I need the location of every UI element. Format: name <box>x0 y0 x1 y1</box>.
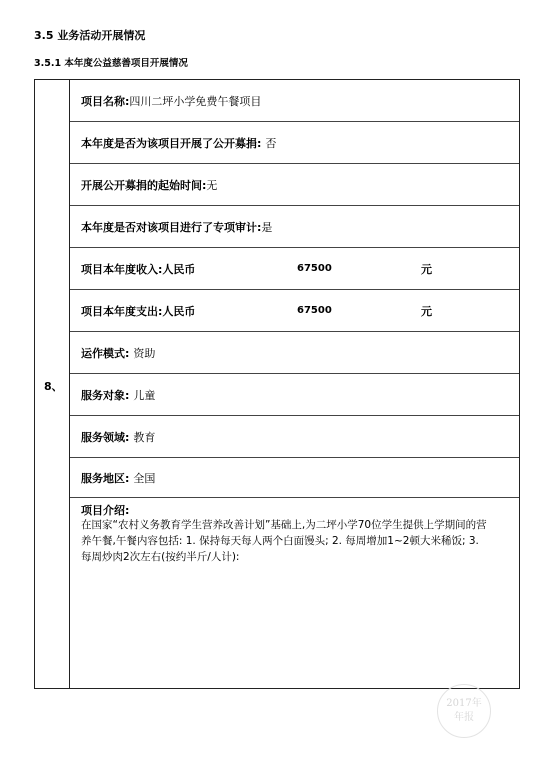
row-income <box>70 248 519 290</box>
target-value: 儿童 <box>133 388 156 402</box>
target-label: 服务对象: <box>81 388 130 402</box>
mode-value: 资助 <box>133 346 156 360</box>
row-mode <box>70 332 519 374</box>
income-unit: 元 <box>421 262 432 276</box>
income-amount: 67500 <box>297 263 332 274</box>
fundraising-start-value: 无 <box>206 178 218 192</box>
annual-report-watermark <box>437 684 491 738</box>
mode-label: 运作模式: <box>81 346 130 360</box>
project-intro-label: 项目介绍: <box>81 504 130 517</box>
entry-number-cell <box>35 80 70 688</box>
row-fundraising-start <box>70 164 519 206</box>
audit-label: 本年度是否对该项目进行了专项审计: <box>81 220 262 234</box>
watermark-label: 年报 <box>454 712 474 723</box>
expense-unit: 元 <box>421 304 432 318</box>
row-audit <box>70 206 519 248</box>
row-expense <box>70 290 519 332</box>
project-name-label: 项目名称: <box>81 94 130 108</box>
public-fundraising-value: 否 <box>265 136 277 150</box>
fundraising-start-label: 开展公开募捐的起始时间: <box>81 178 207 192</box>
audit-value: 是 <box>261 220 273 234</box>
row-project-name <box>70 80 519 122</box>
region-value: 全国 <box>133 471 156 485</box>
row-region <box>70 458 519 498</box>
project-table <box>34 79 520 689</box>
subsection-title: 3.5.1 本年度公益慈善项目开展情况 <box>34 58 188 69</box>
watermark-year: 2017年 <box>446 698 482 709</box>
public-fundraising-label: 本年度是否为该项目开展了公开募捐: <box>81 136 262 150</box>
project-name-value: 四川二坪小学免费午餐项目 <box>129 94 262 108</box>
domain-value: 教育 <box>133 430 156 444</box>
income-label: 项目本年度收入:人民币 <box>81 262 196 276</box>
project-intro-text: 在国家“农村义务教育学生营养改善计划”基础上,为二坪小学70位学生提供上学期间的营养午餐,午餐内容包括: 1. 保持每天每人两个白面馒头; 2. 每周增加1~2顿大米稀饭; 3. 每周炒肉2次左右(按约半斤/人计): <box>81 519 487 563</box>
region-label: 服务地区: <box>81 471 130 485</box>
project-intro-cell <box>70 498 519 688</box>
domain-label: 服务领域: <box>81 430 130 444</box>
entry-number: 8、 <box>44 380 63 393</box>
row-domain <box>70 416 519 458</box>
expense-label: 项目本年度支出:人民币 <box>81 304 196 318</box>
section-title: 3.5 业务活动开展情况 <box>34 29 146 42</box>
row-target <box>70 374 519 416</box>
expense-amount: 67500 <box>297 305 332 316</box>
row-public-fundraising <box>70 122 519 164</box>
